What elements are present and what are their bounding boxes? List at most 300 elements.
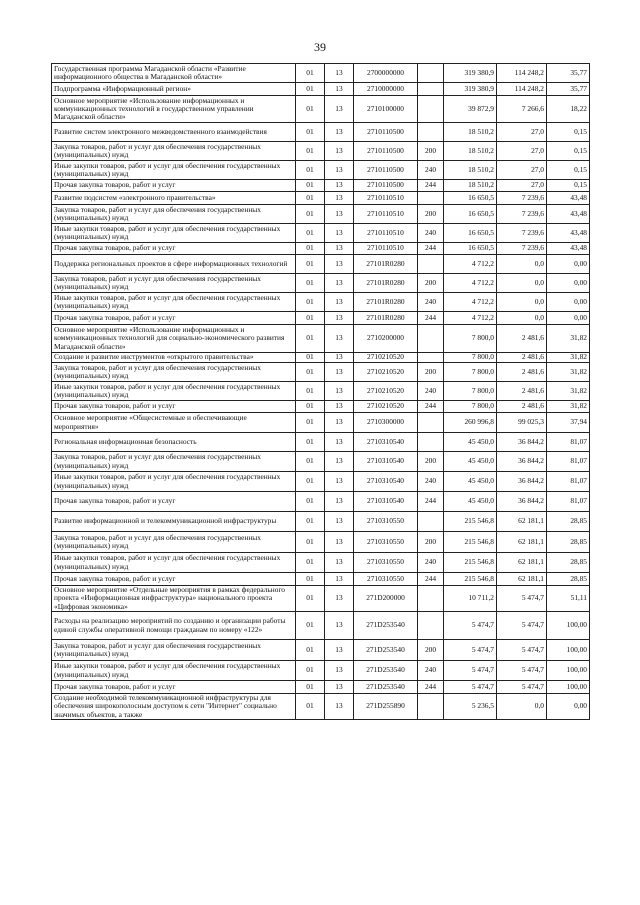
- row-execution-percent-cell: 100,00: [547, 640, 590, 661]
- row-actual-amount-cell: 62 181,1: [497, 512, 547, 532]
- row-section-cell: 01: [296, 492, 325, 512]
- row-actual-amount-cell: 27,0: [497, 123, 547, 142]
- row-target-article-cell: 2710310540: [354, 452, 418, 472]
- row-execution-percent-cell: 0,00: [547, 274, 590, 293]
- row-execution-percent-cell: 0,00: [547, 312, 590, 325]
- row-actual-amount-cell: 5 474,7: [497, 640, 547, 661]
- row-name-cell: Прочая закупка товаров, работ и услуг: [52, 573, 296, 586]
- row-execution-percent-cell: 31,82: [547, 401, 590, 413]
- row-target-article-cell: 2710310550: [354, 532, 418, 553]
- row-target-article-cell: 27101R0280: [354, 293, 418, 312]
- row-expense-type-cell: 240: [418, 472, 444, 492]
- row-expense-type-cell: 240: [418, 661, 444, 681]
- row-actual-amount-cell: 7 239,6: [497, 224, 547, 243]
- row-actual-amount-cell: 36 844,2: [497, 472, 547, 492]
- row-execution-percent-cell: 18,22: [547, 96, 590, 123]
- table-row: [52, 312, 590, 325]
- row-section-cell: 01: [296, 142, 325, 161]
- row-name-cell: Основное мероприятие «Отдельные мероприятия в рамках федерального проекта «Информационная инфраструктура» национального проекта «Цифровая экономика»: [52, 586, 296, 612]
- row-planned-amount-cell: 7 800,0: [444, 353, 497, 363]
- row-target-article-cell: 2710110500: [354, 161, 418, 180]
- table-row: [52, 180, 590, 192]
- row-subsection-cell: 13: [325, 161, 354, 180]
- row-planned-amount-cell: 16 650,5: [444, 243, 497, 255]
- row-execution-percent-cell: 0,15: [547, 142, 590, 161]
- row-expense-type-cell: [418, 413, 444, 433]
- row-subsection-cell: 13: [325, 586, 354, 612]
- table-row: [52, 255, 590, 274]
- row-planned-amount-cell: 7 800,0: [444, 382, 497, 401]
- table-row: [52, 325, 590, 353]
- row-target-article-cell: 2710210520: [354, 353, 418, 363]
- row-expense-type-cell: 244: [418, 401, 444, 413]
- row-expense-type-cell: 200: [418, 452, 444, 472]
- row-planned-amount-cell: 7 800,0: [444, 401, 497, 413]
- row-target-article-cell: 27101R0280: [354, 274, 418, 293]
- row-actual-amount-cell: 5 474,7: [497, 661, 547, 681]
- row-actual-amount-cell: 5 474,7: [497, 681, 547, 694]
- row-subsection-cell: 13: [325, 224, 354, 243]
- row-subsection-cell: 13: [325, 681, 354, 694]
- row-actual-amount-cell: 0,0: [497, 274, 547, 293]
- row-actual-amount-cell: 0,0: [497, 293, 547, 312]
- row-planned-amount-cell: 5 474,7: [444, 681, 497, 694]
- row-planned-amount-cell: 4 712,2: [444, 255, 497, 274]
- row-planned-amount-cell: 319 380,9: [444, 64, 497, 83]
- row-actual-amount-cell: 0,0: [497, 312, 547, 325]
- row-subsection-cell: 13: [325, 123, 354, 142]
- row-name-cell: Иные закупки товаров, работ и услуг для обеспечения государственных (муниципальных) нужд: [52, 553, 296, 573]
- row-planned-amount-cell: 16 650,5: [444, 205, 497, 224]
- row-subsection-cell: 13: [325, 433, 354, 452]
- row-actual-amount-cell: 27,0: [497, 161, 547, 180]
- row-target-article-cell: 2710110500: [354, 180, 418, 192]
- row-execution-percent-cell: 31,82: [547, 325, 590, 353]
- row-subsection-cell: 13: [325, 83, 354, 96]
- row-execution-percent-cell: 81,07: [547, 433, 590, 452]
- table-row: [52, 681, 590, 694]
- table-row: [52, 452, 590, 472]
- row-planned-amount-cell: 18 510,2: [444, 142, 497, 161]
- row-section-cell: 01: [296, 433, 325, 452]
- table-row: [52, 205, 590, 224]
- row-subsection-cell: 13: [325, 452, 354, 472]
- row-subsection-cell: 13: [325, 96, 354, 123]
- row-actual-amount-cell: 36 844,2: [497, 433, 547, 452]
- row-section-cell: 01: [296, 640, 325, 661]
- row-expense-type-cell: 244: [418, 180, 444, 192]
- table-row: [52, 401, 590, 413]
- row-subsection-cell: 13: [325, 472, 354, 492]
- row-planned-amount-cell: 4 712,2: [444, 274, 497, 293]
- row-execution-percent-cell: 28,85: [547, 573, 590, 586]
- row-subsection-cell: 13: [325, 243, 354, 255]
- row-name-cell: Развитие информационной и телекоммуникационной инфраструктуры: [52, 512, 296, 532]
- row-section-cell: 01: [296, 205, 325, 224]
- row-execution-percent-cell: 43,48: [547, 192, 590, 205]
- row-section-cell: 01: [296, 694, 325, 720]
- row-execution-percent-cell: 37,94: [547, 413, 590, 433]
- table-row: [52, 586, 590, 612]
- row-expense-type-cell: 244: [418, 681, 444, 694]
- table-row: [52, 612, 590, 640]
- row-expense-type-cell: 240: [418, 224, 444, 243]
- row-execution-percent-cell: 31,82: [547, 382, 590, 401]
- row-subsection-cell: 13: [325, 694, 354, 720]
- row-section-cell: 01: [296, 64, 325, 83]
- row-planned-amount-cell: 5 474,7: [444, 612, 497, 640]
- row-name-cell: Развитие подсистем «электронного правительства»: [52, 192, 296, 205]
- table-row: [52, 192, 590, 205]
- row-section-cell: 01: [296, 553, 325, 573]
- row-section-cell: 01: [296, 83, 325, 96]
- row-section-cell: 01: [296, 401, 325, 413]
- row-subsection-cell: 13: [325, 492, 354, 512]
- row-planned-amount-cell: 16 650,5: [444, 224, 497, 243]
- table-row: [52, 243, 590, 255]
- row-section-cell: 01: [296, 532, 325, 553]
- row-planned-amount-cell: 215 546,8: [444, 532, 497, 553]
- row-name-cell: Поддержка региональных проектов в сфере информационных технологий: [52, 255, 296, 274]
- row-subsection-cell: 13: [325, 573, 354, 586]
- row-section-cell: 01: [296, 192, 325, 205]
- row-actual-amount-cell: 2 481,6: [497, 401, 547, 413]
- row-planned-amount-cell: 45 450,0: [444, 452, 497, 472]
- row-planned-amount-cell: 5 474,7: [444, 661, 497, 681]
- row-execution-percent-cell: 0,15: [547, 123, 590, 142]
- row-target-article-cell: 2710310540: [354, 492, 418, 512]
- row-name-cell: Основное мероприятие «Использование информационных и коммуникационных технологий для социально-экономического развития Магаданской области»: [52, 325, 296, 353]
- row-actual-amount-cell: 0,0: [497, 694, 547, 720]
- row-subsection-cell: 13: [325, 205, 354, 224]
- row-planned-amount-cell: 5 474,7: [444, 640, 497, 661]
- table-row: [52, 83, 590, 96]
- row-expense-type-cell: [418, 433, 444, 452]
- row-name-cell: Подпрограмма «Информационный регион»: [52, 83, 296, 96]
- row-section-cell: 01: [296, 681, 325, 694]
- row-execution-percent-cell: 43,48: [547, 205, 590, 224]
- row-expense-type-cell: 200: [418, 532, 444, 553]
- row-execution-percent-cell: 81,07: [547, 472, 590, 492]
- row-name-cell: Закупка товаров, работ и услуг для обеспечения государственных (муниципальных) нужд: [52, 532, 296, 553]
- row-target-article-cell: 27101R0280: [354, 255, 418, 274]
- row-execution-percent-cell: 43,48: [547, 243, 590, 255]
- row-execution-percent-cell: 0,15: [547, 180, 590, 192]
- row-execution-percent-cell: 35,77: [547, 83, 590, 96]
- row-subsection-cell: 13: [325, 413, 354, 433]
- row-planned-amount-cell: 215 546,8: [444, 512, 497, 532]
- row-planned-amount-cell: 45 450,0: [444, 433, 497, 452]
- row-planned-amount-cell: 7 800,0: [444, 325, 497, 353]
- row-name-cell: Прочая закупка товаров, работ и услуг: [52, 401, 296, 413]
- row-section-cell: 01: [296, 573, 325, 586]
- row-planned-amount-cell: 18 510,2: [444, 123, 497, 142]
- row-subsection-cell: 13: [325, 255, 354, 274]
- row-section-cell: 01: [296, 413, 325, 433]
- row-target-article-cell: 2710310540: [354, 433, 418, 452]
- row-name-cell: Прочая закупка товаров, работ и услуг: [52, 180, 296, 192]
- row-section-cell: 01: [296, 123, 325, 142]
- row-name-cell: Прочая закупка товаров, работ и услуг: [52, 312, 296, 325]
- row-target-article-cell: 2710110510: [354, 243, 418, 255]
- row-target-article-cell: 271D253540: [354, 681, 418, 694]
- page-number: 39: [314, 40, 326, 54]
- row-target-article-cell: 2700000000: [354, 64, 418, 83]
- row-target-article-cell: 27101R0280: [354, 312, 418, 325]
- row-planned-amount-cell: 5 236,5: [444, 694, 497, 720]
- row-target-article-cell: 2710210520: [354, 401, 418, 413]
- row-actual-amount-cell: 7 239,6: [497, 243, 547, 255]
- row-actual-amount-cell: 2 481,6: [497, 363, 547, 382]
- row-subsection-cell: 13: [325, 532, 354, 553]
- row-section-cell: 01: [296, 161, 325, 180]
- table-row: [52, 382, 590, 401]
- row-subsection-cell: 13: [325, 401, 354, 413]
- row-planned-amount-cell: 4 712,2: [444, 293, 497, 312]
- row-planned-amount-cell: 215 546,8: [444, 553, 497, 573]
- row-execution-percent-cell: 31,82: [547, 363, 590, 382]
- row-planned-amount-cell: 45 450,0: [444, 472, 497, 492]
- table-row: [52, 293, 590, 312]
- table-row: [52, 553, 590, 573]
- table-row: [52, 512, 590, 532]
- row-target-article-cell: 2710000000: [354, 83, 418, 96]
- row-actual-amount-cell: 114 248,2: [497, 64, 547, 83]
- row-subsection-cell: 13: [325, 382, 354, 401]
- row-target-article-cell: 2710100000: [354, 96, 418, 123]
- row-execution-percent-cell: 43,48: [547, 224, 590, 243]
- row-actual-amount-cell: 5 474,7: [497, 612, 547, 640]
- row-execution-percent-cell: 0,15: [547, 161, 590, 180]
- row-actual-amount-cell: 7 239,6: [497, 205, 547, 224]
- row-name-cell: Основное мероприятие «Использование информационных и коммуникационных технологий в государственном управлении Магаданской области»: [52, 96, 296, 123]
- row-name-cell: Прочая закупка товаров, работ и услуг: [52, 243, 296, 255]
- row-expense-type-cell: 244: [418, 492, 444, 512]
- row-expense-type-cell: [418, 83, 444, 96]
- row-execution-percent-cell: 28,85: [547, 532, 590, 553]
- row-execution-percent-cell: 35,77: [547, 64, 590, 83]
- row-target-article-cell: 2710310550: [354, 512, 418, 532]
- row-name-cell: Расходы на реализацию мероприятий по созданию и организации работы единой службы оперативной помощи гражданам по номеру «122»: [52, 612, 296, 640]
- row-subsection-cell: 13: [325, 353, 354, 363]
- table-row: [52, 363, 590, 382]
- row-name-cell: Прочая закупка товаров, работ и услуг: [52, 681, 296, 694]
- row-execution-percent-cell: 51,11: [547, 586, 590, 612]
- row-name-cell: Закупка товаров, работ и услуг для обеспечения государственных (муниципальных) нужд: [52, 640, 296, 661]
- row-actual-amount-cell: 2 481,6: [497, 353, 547, 363]
- row-subsection-cell: 13: [325, 325, 354, 353]
- row-name-cell: Прочая закупка товаров, работ и услуг: [52, 492, 296, 512]
- row-actual-amount-cell: 2 481,6: [497, 382, 547, 401]
- row-actual-amount-cell: 5 474,7: [497, 586, 547, 612]
- row-expense-type-cell: 200: [418, 142, 444, 161]
- table-row: [52, 224, 590, 243]
- row-target-article-cell: 2710110500: [354, 123, 418, 142]
- table-row: [52, 64, 590, 83]
- row-planned-amount-cell: 260 996,8: [444, 413, 497, 433]
- row-target-article-cell: 2710110510: [354, 224, 418, 243]
- row-expense-type-cell: 200: [418, 205, 444, 224]
- row-execution-percent-cell: 81,07: [547, 452, 590, 472]
- row-section-cell: 01: [296, 452, 325, 472]
- row-expense-type-cell: [418, 64, 444, 83]
- row-expense-type-cell: [418, 353, 444, 363]
- row-expense-type-cell: 244: [418, 573, 444, 586]
- row-target-article-cell: 2710110510: [354, 192, 418, 205]
- row-target-article-cell: 271D255890: [354, 694, 418, 720]
- row-target-article-cell: 2710310550: [354, 573, 418, 586]
- table-row: [52, 142, 590, 161]
- row-execution-percent-cell: 100,00: [547, 681, 590, 694]
- row-subsection-cell: 13: [325, 512, 354, 532]
- row-planned-amount-cell: 16 650,5: [444, 192, 497, 205]
- table-row: [52, 640, 590, 661]
- row-section-cell: 01: [296, 586, 325, 612]
- row-section-cell: 01: [296, 255, 325, 274]
- row-section-cell: 01: [296, 293, 325, 312]
- row-subsection-cell: 13: [325, 142, 354, 161]
- row-section-cell: 01: [296, 312, 325, 325]
- row-planned-amount-cell: 215 546,8: [444, 573, 497, 586]
- row-name-cell: Закупка товаров, работ и услуг для обеспечения государственных (муниципальных) нужд: [52, 363, 296, 382]
- row-section-cell: 01: [296, 363, 325, 382]
- row-execution-percent-cell: 28,85: [547, 553, 590, 573]
- row-target-article-cell: 2710210520: [354, 382, 418, 401]
- row-expense-type-cell: [418, 123, 444, 142]
- row-name-cell: Закупка товаров, работ и услуг для обеспечения государственных (муниципальных) нужд: [52, 274, 296, 293]
- row-section-cell: 01: [296, 512, 325, 532]
- row-subsection-cell: 13: [325, 312, 354, 325]
- row-name-cell: Иные закупки товаров, работ и услуг для обеспечения государственных (муниципальных) нужд: [52, 224, 296, 243]
- row-expense-type-cell: [418, 586, 444, 612]
- row-planned-amount-cell: 7 800,0: [444, 363, 497, 382]
- row-name-cell: Создание и развитие инструментов «открытого правительства»: [52, 353, 296, 363]
- row-planned-amount-cell: 39 872,9: [444, 96, 497, 123]
- row-planned-amount-cell: 319 380,9: [444, 83, 497, 96]
- row-execution-percent-cell: 100,00: [547, 661, 590, 681]
- row-expense-type-cell: 240: [418, 293, 444, 312]
- row-name-cell: Иные закупки товаров, работ и услуг для обеспечения государственных (муниципальных) нужд: [52, 382, 296, 401]
- row-planned-amount-cell: 10 711,2: [444, 586, 497, 612]
- row-expense-type-cell: 240: [418, 382, 444, 401]
- row-name-cell: Закупка товаров, работ и услуг для обеспечения государственных (муниципальных) нужд: [52, 205, 296, 224]
- row-name-cell: Развитие систем электронного межведомственного взаимодействия: [52, 123, 296, 142]
- row-section-cell: 01: [296, 612, 325, 640]
- table-row: [52, 492, 590, 512]
- row-execution-percent-cell: 31,82: [547, 353, 590, 363]
- row-actual-amount-cell: 27,0: [497, 142, 547, 161]
- row-section-cell: 01: [296, 96, 325, 123]
- row-subsection-cell: 13: [325, 553, 354, 573]
- row-section-cell: 01: [296, 325, 325, 353]
- row-expense-type-cell: [418, 325, 444, 353]
- table-row: [52, 694, 590, 720]
- row-actual-amount-cell: 7 239,6: [497, 192, 547, 205]
- row-expense-type-cell: [418, 96, 444, 123]
- row-planned-amount-cell: 4 712,2: [444, 312, 497, 325]
- row-actual-amount-cell: 2 481,6: [497, 325, 547, 353]
- row-subsection-cell: 13: [325, 274, 354, 293]
- row-name-cell: Основное мероприятие «Общесистемные и обеспечивающие мероприятия»: [52, 413, 296, 433]
- row-actual-amount-cell: 62 181,1: [497, 573, 547, 586]
- row-actual-amount-cell: 62 181,1: [497, 532, 547, 553]
- table-row: [52, 413, 590, 433]
- row-section-cell: 01: [296, 274, 325, 293]
- row-actual-amount-cell: 0,0: [497, 255, 547, 274]
- row-section-cell: 01: [296, 382, 325, 401]
- table-row: [52, 472, 590, 492]
- row-actual-amount-cell: 27,0: [497, 180, 547, 192]
- row-expense-type-cell: 240: [418, 161, 444, 180]
- row-subsection-cell: 13: [325, 612, 354, 640]
- row-target-article-cell: 271D253540: [354, 612, 418, 640]
- row-section-cell: 01: [296, 661, 325, 681]
- row-expense-type-cell: 200: [418, 363, 444, 382]
- row-target-article-cell: 271D200000: [354, 586, 418, 612]
- row-target-article-cell: 2710210520: [354, 363, 418, 382]
- row-name-cell: Государственная программа Магаданской области «Развитие информационного общества в Магаданской области»: [52, 64, 296, 83]
- row-planned-amount-cell: 18 510,2: [444, 180, 497, 192]
- row-section-cell: 01: [296, 472, 325, 492]
- row-execution-percent-cell: 0,00: [547, 255, 590, 274]
- row-subsection-cell: 13: [325, 64, 354, 83]
- row-expense-type-cell: [418, 192, 444, 205]
- row-subsection-cell: 13: [325, 293, 354, 312]
- row-subsection-cell: 13: [325, 640, 354, 661]
- row-section-cell: 01: [296, 180, 325, 192]
- row-execution-percent-cell: 0,00: [547, 293, 590, 312]
- row-subsection-cell: 13: [325, 180, 354, 192]
- row-target-article-cell: 2710110510: [354, 205, 418, 224]
- row-name-cell: Иные закупки товаров, работ и услуг для обеспечения государственных (муниципальных) нужд: [52, 661, 296, 681]
- table-row: [52, 661, 590, 681]
- row-target-article-cell: 2710300000: [354, 413, 418, 433]
- row-expense-type-cell: 200: [418, 640, 444, 661]
- row-target-article-cell: 2710200000: [354, 325, 418, 353]
- row-name-cell: Иные закупки товаров, работ и услуг для обеспечения государственных (муниципальных) нужд: [52, 161, 296, 180]
- row-name-cell: Иные закупки товаров, работ и услуг для обеспечения государственных (муниципальных) нужд: [52, 472, 296, 492]
- table-row: [52, 123, 590, 142]
- row-expense-type-cell: [418, 255, 444, 274]
- table-row: [52, 161, 590, 180]
- budget-table: [51, 63, 590, 720]
- row-expense-type-cell: 200: [418, 274, 444, 293]
- row-expense-type-cell: [418, 694, 444, 720]
- row-expense-type-cell: 244: [418, 312, 444, 325]
- table-row: [52, 353, 590, 363]
- row-actual-amount-cell: 99 025,3: [497, 413, 547, 433]
- table-row: [52, 274, 590, 293]
- row-execution-percent-cell: 28,85: [547, 512, 590, 532]
- row-name-cell: Закупка товаров, работ и услуг для обеспечения государственных (муниципальных) нужд: [52, 452, 296, 472]
- row-actual-amount-cell: 7 266,6: [497, 96, 547, 123]
- table-row: [52, 433, 590, 452]
- row-subsection-cell: 13: [325, 661, 354, 681]
- row-execution-percent-cell: 0,00: [547, 694, 590, 720]
- row-name-cell: Региональная информационная безопасность: [52, 433, 296, 452]
- row-name-cell: Иные закупки товаров, работ и услуг для обеспечения государственных (муниципальных) нужд: [52, 293, 296, 312]
- row-target-article-cell: 271D253540: [354, 640, 418, 661]
- row-expense-type-cell: [418, 612, 444, 640]
- row-actual-amount-cell: 114 248,2: [497, 83, 547, 96]
- row-section-cell: 01: [296, 243, 325, 255]
- row-expense-type-cell: 244: [418, 243, 444, 255]
- row-planned-amount-cell: 18 510,2: [444, 161, 497, 180]
- row-execution-percent-cell: 81,07: [547, 492, 590, 512]
- budget-table-body: [52, 64, 590, 720]
- row-subsection-cell: 13: [325, 192, 354, 205]
- table-row: [52, 573, 590, 586]
